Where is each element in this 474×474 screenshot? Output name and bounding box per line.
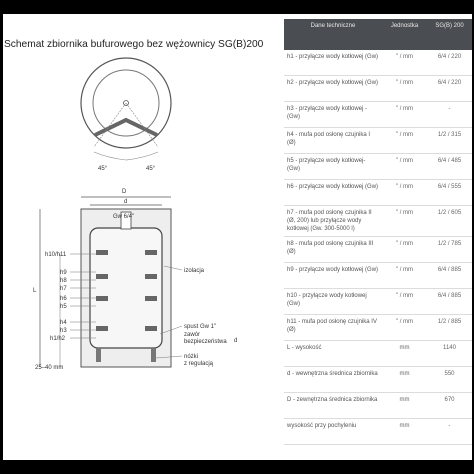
row-unit: " / mm (382, 76, 427, 102)
feet-range-label: 25–40 mm (35, 365, 64, 371)
h-label-h3: h3 (60, 328, 67, 334)
dim-d-label: d (124, 199, 128, 205)
table-row (284, 102, 472, 128)
row-label: d - wewnętrzna średnica zbiornika (284, 367, 382, 393)
row-unit: mm (382, 419, 427, 445)
angle-line-left (94, 103, 126, 147)
row-value: 1/2 / 885 (427, 315, 472, 341)
row-value: 1140 (427, 341, 472, 367)
port-h10 (96, 250, 108, 255)
row-unit: mm (382, 367, 427, 393)
row-label: h11 - mufa pod osłonę czujnika IV (Ø) (284, 315, 382, 341)
table-row (284, 289, 472, 315)
table-row (284, 76, 472, 102)
spec-table (284, 19, 472, 445)
port-h8b (145, 274, 157, 279)
row-unit: " / mm (382, 263, 427, 289)
h-label-h9: h9 (60, 270, 67, 276)
h-label-h5: h5 (60, 304, 67, 310)
port-h8 (96, 274, 108, 279)
row-label: h10 - przyłącze wody kotłowej (Gw) (284, 289, 382, 315)
h-label-h10-h11: h10/h11 (45, 252, 67, 258)
port-h6 (96, 296, 108, 301)
row-value: 6/4 / 885 (427, 263, 472, 289)
row-unit: " / mm (382, 289, 427, 315)
angle-label-left: 45° (98, 166, 108, 172)
h-label-h7: h7 (60, 286, 67, 292)
callout-insulation: izolacja (184, 268, 205, 274)
row-value: 670 (427, 393, 472, 419)
row-label: h6 - przyłącze wody kotłowej (Gw) (284, 180, 382, 206)
callout-valve-2: bezpieczeństwa (184, 339, 227, 345)
angle-arc-left (94, 152, 126, 160)
table-row (284, 263, 472, 289)
angle-arc-right (126, 152, 158, 160)
row-label: h5 - przyłącze wody kotłowej- (Gw) (284, 154, 382, 180)
row-value: - (427, 419, 472, 445)
row-value: - (427, 102, 472, 128)
header-data: Dane techniczne (284, 19, 382, 50)
row-label: L - wysokość (284, 341, 382, 367)
row-value: 6/4 / 220 (427, 76, 472, 102)
row-value: 6/4 / 555 (427, 180, 472, 206)
callout-drain: spust Gw 1" (184, 324, 217, 330)
row-unit: " / mm (382, 237, 427, 263)
top-view (81, 58, 171, 172)
row-label: h7 - mufa pod osłonę czujnika II (Ø, 200) lub przyłącze wody kotłowej (Gw. 300-5000 l) (284, 206, 382, 237)
row-unit: " / mm (382, 154, 427, 180)
row-label: h8 - mufa pod osłonę czujnika III (Ø) (284, 237, 382, 263)
header-unit: Jednostka (382, 19, 427, 50)
row-unit: " / mm (382, 50, 427, 76)
table-row (284, 50, 472, 76)
row-label: h3 - przyłącze wody kotłowej - (Gw) (284, 102, 382, 128)
row-unit: " / mm (382, 315, 427, 341)
h-label-h8: h8 (60, 278, 67, 284)
table-row (284, 128, 472, 154)
callout-valve-1: zawór (184, 332, 201, 338)
row-value: 6/4 / 885 (427, 289, 472, 315)
row-unit: " / mm (382, 128, 427, 154)
schematic-title: Schemat zbiornika bufurowego bez wężownicy SG(B)200 (4, 39, 264, 50)
h-label-h4: h4 (60, 320, 67, 326)
row-label: wysokość przy pochyleniu (284, 419, 382, 445)
port-h2 (145, 326, 157, 331)
header-model: SG(B) 200 (427, 19, 472, 50)
foot-right (151, 348, 156, 362)
row-label: h1 - przyłącze wody kotłowej (Gw) (284, 50, 382, 76)
table-body (284, 50, 472, 445)
row-unit: mm (382, 341, 427, 367)
h-label-h6: h6 (60, 296, 67, 302)
table-row (284, 237, 472, 263)
table-row (284, 154, 472, 180)
dim-D-label: D (122, 189, 127, 195)
port-h11 (145, 250, 157, 255)
dim-L-label: L (33, 288, 37, 294)
row-label: h4 - mufa pod osłonę czujnika I (Ø) (284, 128, 382, 154)
row-value: 1/2 / 605 (427, 206, 472, 237)
row-value: 1/2 / 315 (427, 128, 472, 154)
row-unit: " / mm (382, 206, 427, 237)
callout-feet-1: nóżki (184, 354, 199, 360)
angle-line-right (126, 103, 158, 147)
row-value: 6/4 / 485 (427, 154, 472, 180)
row-label: h9 - przyłącze wody kotłowej (Gw) (284, 263, 382, 289)
port-h1 (96, 326, 108, 331)
angle-label-right: 45° (146, 166, 156, 172)
top-port-label: Gw 6/4" (113, 214, 135, 220)
table-row (284, 341, 472, 367)
table-row (284, 206, 472, 237)
table-row (284, 393, 472, 419)
row-label: h2 - przyłącze wody kotłowej (Gw) (284, 76, 382, 102)
row-value: 1/2 / 785 (427, 237, 472, 263)
callout-valve-mark: d (234, 338, 238, 344)
h-label-h1-h2: h1/h2 (50, 336, 66, 342)
row-unit: " / mm (382, 180, 427, 206)
table-row (284, 315, 472, 341)
row-unit: mm (382, 393, 427, 419)
table-row (284, 180, 472, 206)
table-header-row (284, 19, 472, 50)
row-value: 550 (427, 367, 472, 393)
table-row (284, 367, 472, 393)
row-value: 6/4 / 220 (427, 50, 472, 76)
row-unit: " / mm (382, 102, 427, 128)
port-h6b (145, 296, 157, 301)
callout-feet-2: z regulacją (184, 361, 214, 367)
foot-left (96, 348, 101, 362)
table-row (284, 419, 472, 445)
row-label: D - zewnętrzna średnica zbiornika (284, 393, 382, 419)
